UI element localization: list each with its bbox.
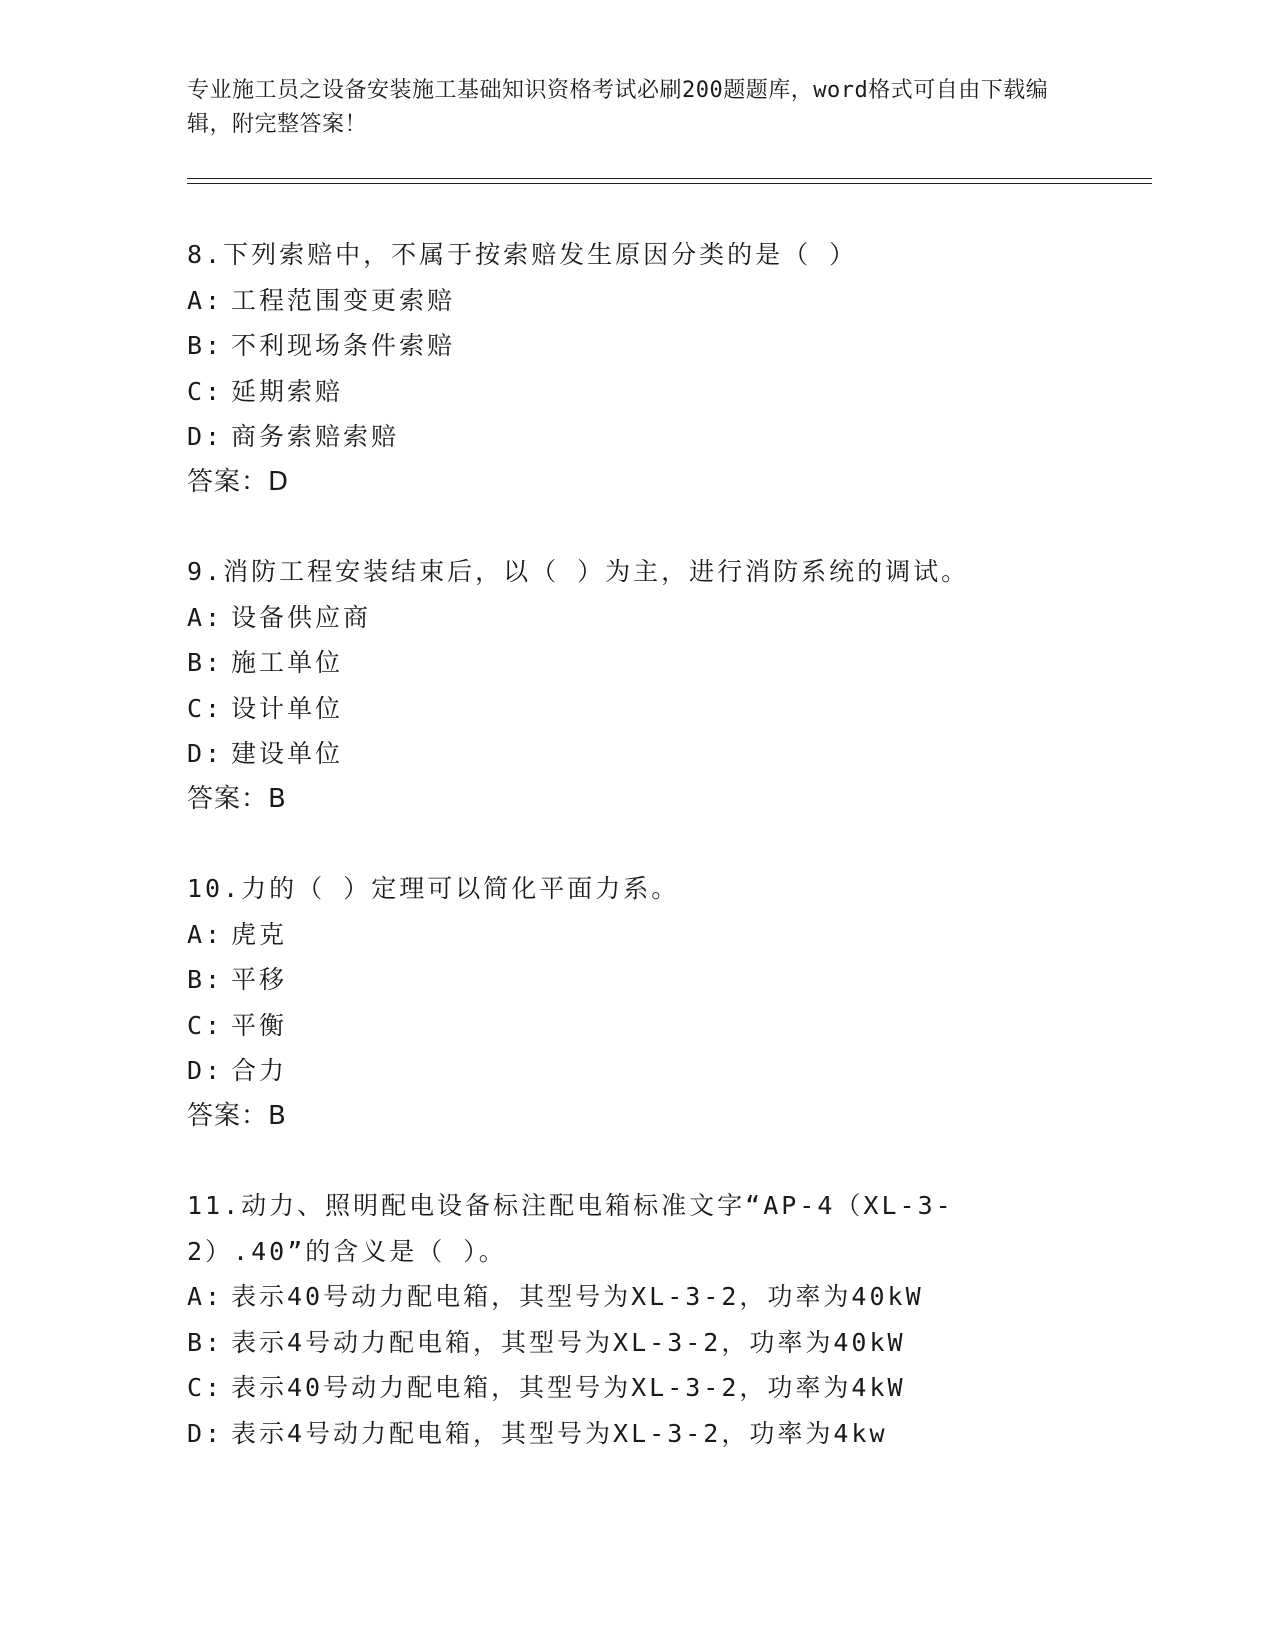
option-a (187, 278, 1167, 324)
option-letter: B: (187, 1327, 224, 1357)
option-text: 表示40号动力配电箱，其型号为XL-3-2，功率为40kW (231, 1282, 924, 1311)
option-letter: A: (187, 1282, 224, 1311)
option-d (187, 1411, 1167, 1457)
answer-line: 答案：B (187, 1100, 287, 1131)
question-stem: 8.下列索赔中，不属于按索赔发生原因分类的是（ ） (187, 240, 858, 269)
option-b (187, 323, 1167, 369)
option-letter: A: (187, 285, 224, 315)
option-letter: C: (187, 1010, 224, 1040)
option-text: 施工单位 (231, 648, 344, 677)
option-text: 平移 (231, 965, 288, 994)
question-8 (187, 232, 1167, 505)
option-letter: A: (187, 919, 224, 949)
option-letter: C: (187, 1373, 224, 1402)
option-d (187, 731, 1167, 777)
option-c (187, 369, 1167, 415)
option-letter: B: (187, 331, 224, 360)
option-text: 工程范围变更索赔 (231, 285, 456, 315)
question-11 (187, 1183, 1167, 1456)
option-a (187, 595, 1167, 641)
option-letter: B: (187, 965, 224, 994)
option-letter: D: (187, 1056, 224, 1085)
option-text: 表示4号动力配电箱，其型号为XL-3-2，功率为40kW (231, 1327, 906, 1357)
option-a (187, 1274, 1167, 1320)
option-letter: B: (187, 648, 224, 677)
document-header: 专业施工员之设备安装施工基础知识资格考试必刷200题题库，word格式可自由下载编辑，附完整答案！ (187, 78, 1049, 137)
header-divider (187, 178, 1152, 184)
option-text: 虎克 (231, 919, 288, 949)
option-text: 建设单位 (231, 739, 344, 768)
option-text: 不利现场条件索赔 (231, 331, 456, 360)
question-stem: 9.消防工程安装结束后，以（ ）为主，进行消防系统的调试。 (187, 557, 970, 586)
option-text: 延期索赔 (231, 376, 344, 406)
option-letter: D: (187, 422, 224, 451)
question-10 (187, 866, 1167, 1139)
option-text: 设计单位 (231, 693, 344, 723)
answer-line: 答案：B (187, 783, 287, 814)
option-letter: A: (187, 602, 224, 632)
option-c (187, 686, 1167, 732)
question-list (187, 232, 1167, 1500)
option-text: 商务索赔索赔 (231, 422, 400, 451)
option-b (187, 640, 1167, 686)
option-text: 合力 (231, 1056, 288, 1085)
answer-line: 答案：D (187, 466, 290, 497)
option-text: 表示4号动力配电箱，其型号为XL-3-2，功率为4kw (231, 1418, 888, 1448)
option-c (187, 1003, 1167, 1049)
option-b (187, 957, 1167, 1003)
option-text: 设备供应商 (231, 602, 372, 632)
question-stem: 11.动力、照明配电设备标注配电箱标准文字“AP-4（XL-3-2）.40”的含义是（ ）。 (187, 1191, 954, 1266)
option-c (187, 1365, 1167, 1411)
option-letter: C: (187, 693, 224, 723)
question-stem: 10.力的（ ）定理可以简化平面力系。 (187, 874, 680, 903)
option-d (187, 1048, 1167, 1094)
option-a (187, 912, 1167, 958)
option-letter: D: (187, 1418, 224, 1448)
option-text: 表示40号动力配电箱，其型号为XL-3-2，功率为4kW (231, 1373, 906, 1402)
option-letter: D: (187, 739, 224, 768)
option-d (187, 414, 1167, 460)
option-letter: C: (187, 376, 224, 406)
question-9 (187, 549, 1167, 822)
option-text: 平衡 (231, 1010, 288, 1040)
option-b (187, 1320, 1167, 1366)
